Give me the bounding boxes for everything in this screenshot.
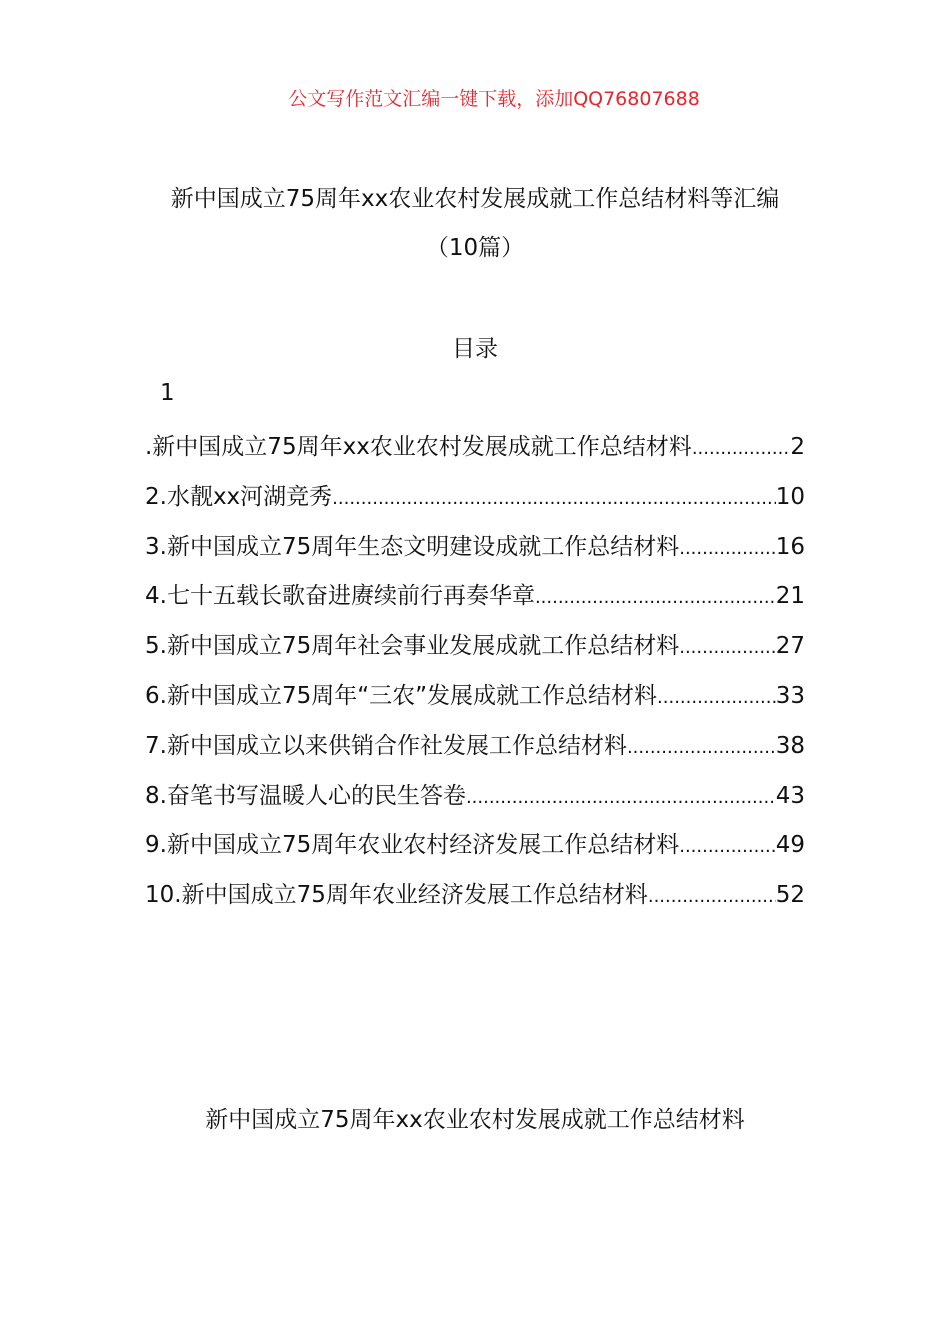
toc-entry-label: 8.奋笔书写温暖人心的民生答卷	[145, 782, 466, 809]
dot-leader	[679, 637, 776, 658]
toc-entry-label: 7.新中国成立以来供销合作社发展工作总结材料	[145, 732, 627, 759]
toc-entry-page: 49	[775, 832, 805, 859]
document-subtitle: （10篇）	[425, 235, 525, 261]
dot-leader	[657, 687, 776, 708]
toc-entry[interactable]	[145, 677, 805, 727]
toc-entry-label: 3.新中国成立75周年生态文明建设成就工作总结材料	[145, 533, 680, 560]
dot-leader	[679, 836, 776, 857]
table-of-contents	[145, 428, 805, 926]
toc-entry-page: 27	[775, 633, 805, 660]
toc-entry[interactable]	[145, 876, 805, 926]
toc-entry-page: 16	[775, 533, 805, 560]
toc-entry-label: 6.新中国成立75周年“三农”发展成就工作总结材料	[145, 682, 658, 709]
dot-leader	[627, 737, 776, 758]
toc-entry[interactable]	[145, 777, 805, 827]
toc-entry-page: 2	[790, 434, 805, 460]
toc-entry[interactable]	[145, 577, 805, 627]
toc-entry-label: 10.新中国成立75周年农业经济发展工作总结材料	[145, 882, 648, 909]
document-title: 新中国成立75周年xx农业农村发展成就工作总结材料等汇编	[170, 186, 780, 212]
dot-leader	[535, 587, 776, 608]
toc-entry-page: 38	[775, 732, 805, 759]
dot-leader	[692, 438, 791, 459]
toc-entry-label: 2.水靓xx河湖竞秀	[145, 483, 333, 510]
toc-entry-label: 4.七十五载长歌奋进赓续前行再奏华章	[145, 583, 535, 610]
toc-entry-label: 5.新中国成立75周年社会事业发展成就工作总结材料	[145, 633, 680, 660]
toc-entry[interactable]	[145, 826, 805, 876]
toc-heading: 目录	[452, 336, 498, 362]
toc-entry-page: 21	[775, 583, 805, 610]
dot-leader	[466, 787, 776, 808]
toc-entry-label: .新中国成立75周年xx农业农村发展成就工作总结材料	[145, 434, 692, 460]
dot-leader	[648, 886, 776, 907]
toc-entry[interactable]	[145, 478, 805, 528]
toc-entry-page: 52	[775, 882, 805, 909]
dot-leader	[332, 488, 776, 509]
download-banner: 公文写作范文汇编一键下载，添加QQ76807688	[288, 88, 700, 110]
toc-entry-page: 43	[775, 782, 805, 809]
toc-entry-label: 9.新中国成立75周年农业农村经济发展工作总结材料	[145, 832, 680, 859]
toc-entry[interactable]	[145, 428, 805, 478]
dot-leader	[679, 538, 776, 559]
toc-first-number: 1	[160, 380, 175, 406]
toc-entry-page: 10	[775, 483, 805, 510]
toc-entry-page: 33	[775, 682, 805, 709]
toc-entry[interactable]	[145, 727, 805, 777]
toc-entry[interactable]	[145, 627, 805, 677]
section-title: 新中国成立75周年xx农业农村发展成就工作总结材料	[205, 1107, 745, 1133]
toc-entry[interactable]	[145, 528, 805, 578]
